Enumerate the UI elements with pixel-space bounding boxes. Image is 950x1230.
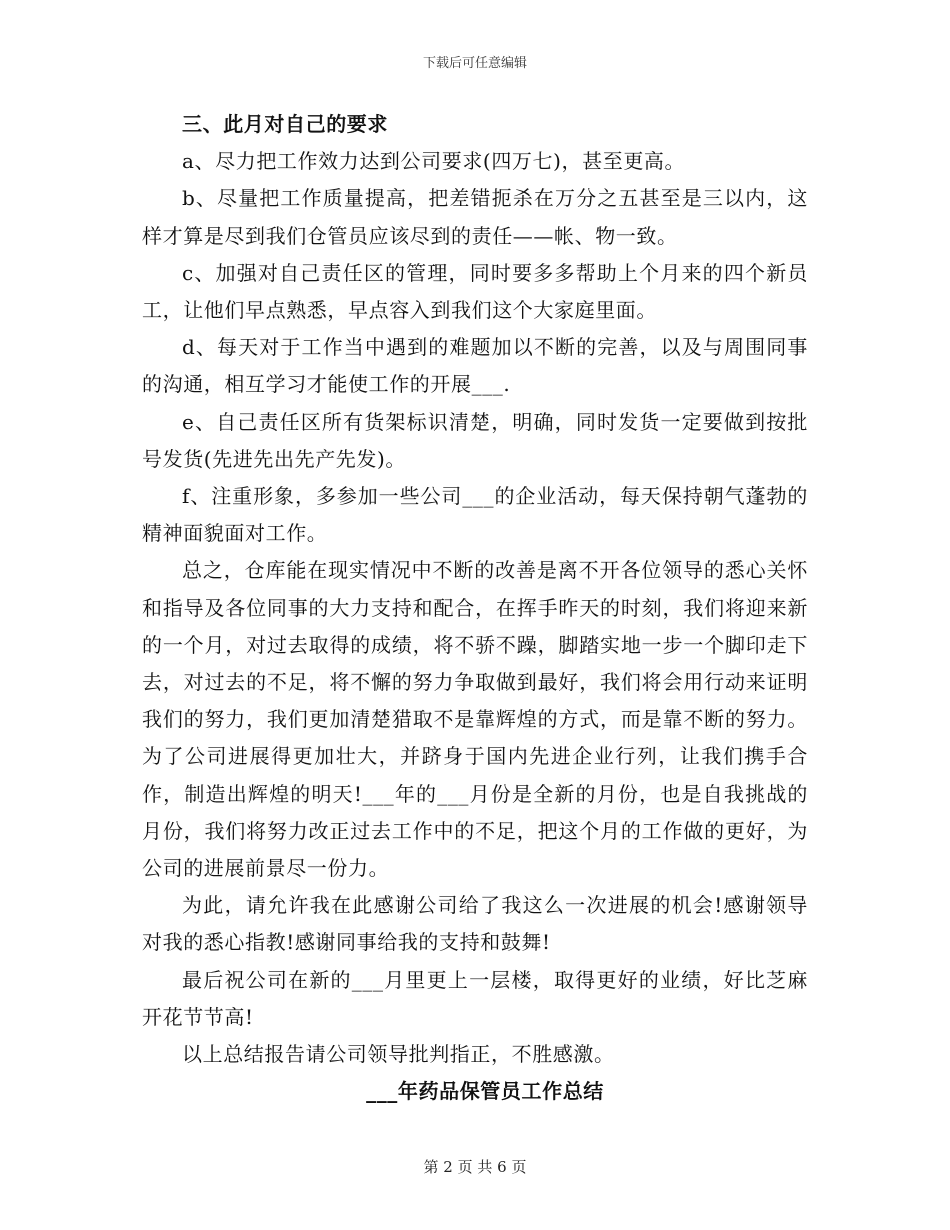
section-heading: 三、此月对自己的要求 — [182, 112, 388, 136]
page-header-note: 下载后可任意编辑 — [422, 56, 527, 71]
paragraph-thanks: 为此，请允许我在此感谢公司给了我这么一次进展的机会!感谢领导对我的悉心指教!感谢同事给我的支持和鼓舞! — [142, 893, 808, 955]
paragraph-a: a、尽力把工作效力达到公司要求(四万七)，甚至更高。 — [182, 149, 686, 174]
paragraph-f: f、注重形象，多参加一些公司___的企业活动，每天保持朝气蓬勃的精神面貌面对工作。 — [142, 484, 808, 546]
page-number: 第 2 页 共 6 页 — [423, 1158, 527, 1176]
paragraph-summary: 总之，仓库能在现实情况中不断的改善是离不开各位领导的悉心关怀和指导及各位同事的大力支持和配合，在挥手昨天的时刻，我们将迎来新的一个月，对过去取得的成绩，将不骄不躁，脚踏实地一步一个脚印走下去，对过去的不足，将不懈的努力争取做到最好，我们将会用行动来证明我们的努力，我们更加清楚猎取不是靠辉煌的方式，而是靠不断的努力。为了公司进展得更加壮大，并跻身于国内先进企业行列，让我们携手合作，制造出辉煌的明天!___年的___月份是全新的月份，也是自我挑战的月份，我们将努力改正过去工作中的不足，把这个月的工作做的更好，为公司的进展前景尽一份力。 — [142, 558, 808, 881]
paragraph-b: b、尽量把工作质量提高，把差错扼杀在万分之五甚至是三以内，这样才算是尽到我们仓管员应该尽到的责任——帐、物一致。 — [142, 186, 808, 248]
document-body — [142, 106, 808, 1110]
paragraph-e: e、自己责任区所有货架标识清楚，明确，同时发货一定要做到按批号发货(先进先出先产先发)。 — [142, 409, 808, 471]
paragraph-closing: 以上总结报告请公司领导批判指正，不胜感激。 — [182, 1042, 615, 1067]
next-section-title: ___年药品保管员工作总结 — [366, 1079, 604, 1104]
paragraph-wishes: 最后祝公司在新的___月里更上一层楼，取得更好的业绩，好比芝麻开花节节高! — [142, 967, 808, 1029]
paragraph-c: c、加强对自己责任区的管理，同时要多多帮助上个月来的四个新员工，让他们早点熟悉，早点容入到我们这个大家庭里面。 — [142, 260, 808, 323]
paragraph-d: d、每天对于工作当中遇到的难题加以不断的完善，以及与周围同事的沟通，相互学习才能使工作的开展___. — [142, 335, 808, 397]
